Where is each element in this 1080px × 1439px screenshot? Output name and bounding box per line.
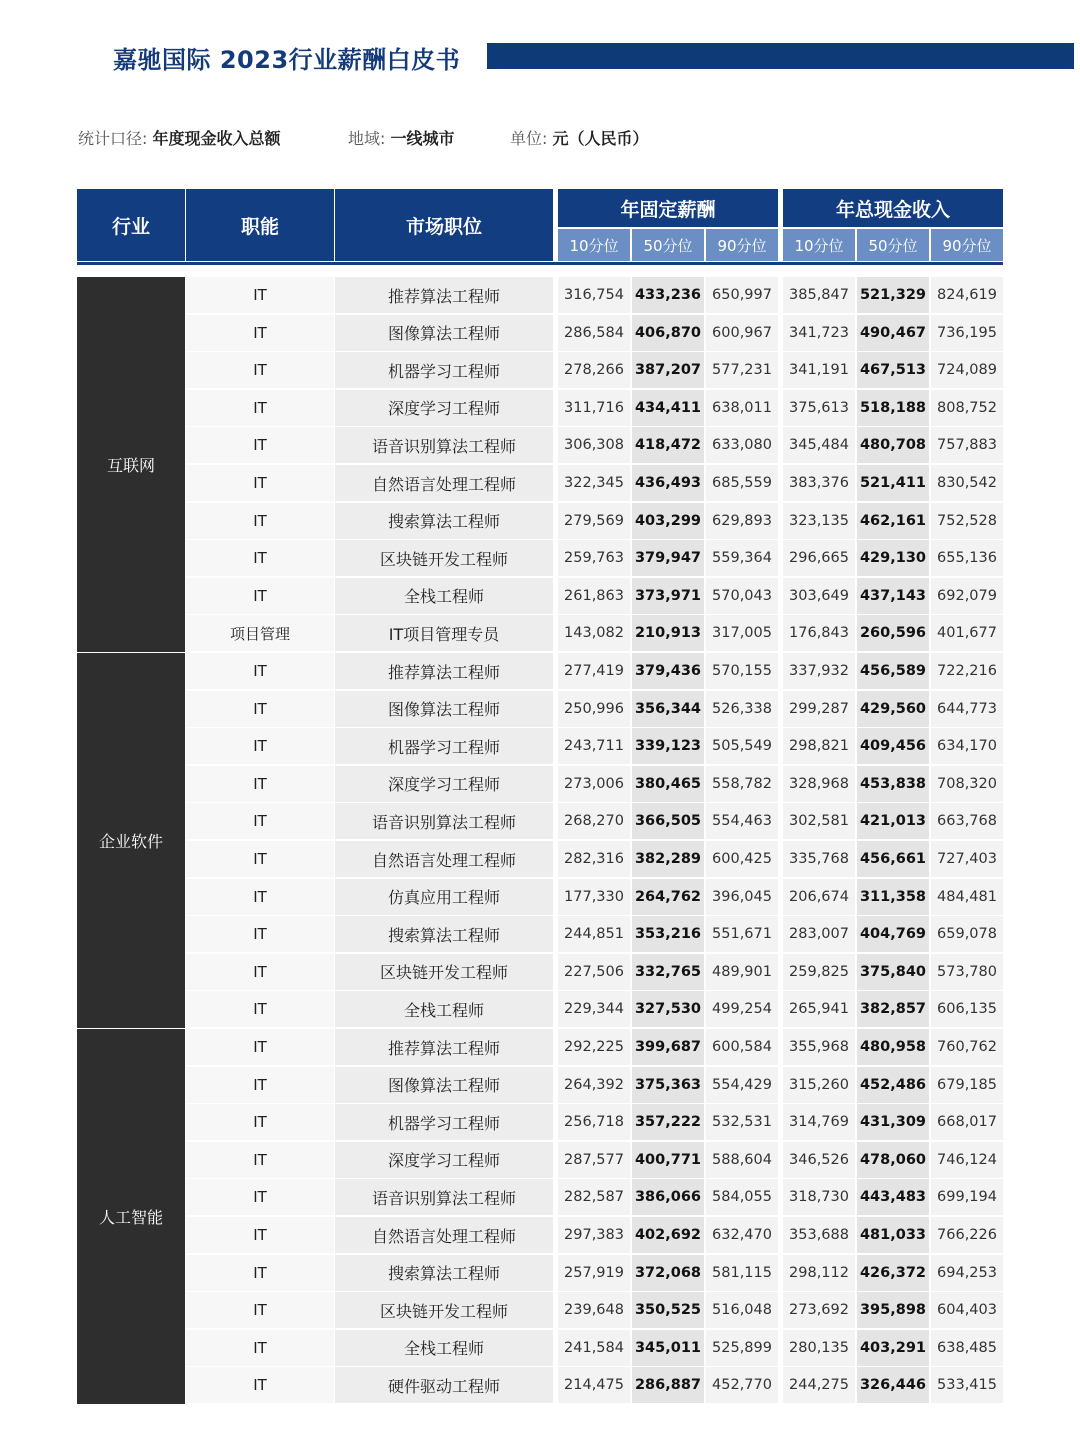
fixed-p50-cell: 400,771 (632, 1142, 704, 1178)
industry-block (77, 1029, 185, 1404)
table-row (186, 352, 1003, 390)
header-position: 市场职位 (335, 189, 553, 261)
function-cell: IT (186, 691, 334, 727)
meta-unit-label: 单位: (510, 129, 548, 148)
position-cell: 区块链开发工程师 (335, 1292, 553, 1328)
function-cell: IT (186, 540, 334, 576)
fixed-p10-cell: 316,754 (558, 277, 630, 313)
total-p90-cell: 724,089 (931, 352, 1003, 388)
function-cell: IT (186, 1142, 334, 1178)
position-cell: 图像算法工程师 (335, 1067, 553, 1103)
function-cell: IT (186, 1067, 334, 1103)
table-row (186, 1330, 1003, 1368)
header-fixed-salary: 年固定薪酬 (558, 189, 778, 227)
fixed-p10-cell: 241,584 (558, 1330, 630, 1366)
total-p10-cell: 314,769 (783, 1104, 855, 1140)
function-cell: IT (186, 766, 334, 802)
total-p10-cell: 265,941 (783, 991, 855, 1027)
industry-block (77, 653, 185, 1028)
meta-region (348, 126, 455, 149)
fixed-p50-cell: 350,525 (632, 1292, 704, 1328)
total-p50-cell: 521,411 (857, 465, 929, 501)
fixed-p50-cell: 366,505 (632, 803, 704, 839)
fixed-p10-cell: 177,330 (558, 879, 630, 915)
fixed-p90-cell: 600,584 (706, 1029, 778, 1065)
total-p10-cell: 302,581 (783, 803, 855, 839)
subheader-fixed-p10: 10分位 (558, 229, 630, 261)
total-p90-cell: 757,883 (931, 427, 1003, 463)
fixed-p50-cell: 286,887 (632, 1367, 704, 1403)
total-p50-cell: 481,033 (857, 1217, 929, 1253)
fixed-p90-cell: 584,055 (706, 1179, 778, 1215)
fixed-p10-cell: 239,648 (558, 1292, 630, 1328)
fixed-p90-cell: 650,997 (706, 277, 778, 313)
fixed-p90-cell: 633,080 (706, 427, 778, 463)
fixed-p50-cell: 339,123 (632, 728, 704, 764)
function-cell: IT (186, 954, 334, 990)
total-p10-cell: 355,968 (783, 1029, 855, 1065)
table-row (186, 1067, 1003, 1105)
function-cell: IT (186, 1330, 334, 1366)
table-row (186, 916, 1003, 954)
table-row (186, 540, 1003, 578)
total-p50-cell: 395,898 (857, 1292, 929, 1328)
fixed-p10-cell: 286,584 (558, 315, 630, 351)
fixed-p10-cell: 282,316 (558, 841, 630, 877)
function-cell: IT (186, 653, 334, 689)
total-p50-cell: 382,857 (857, 991, 929, 1027)
total-p90-cell: 708,320 (931, 766, 1003, 802)
meta-region-label: 地域: (348, 129, 386, 148)
table-row (186, 1367, 1003, 1405)
page-title: 嘉驰国际 2023行业薪酬白皮书 (113, 46, 461, 74)
position-cell: 推荐算法工程师 (335, 1029, 553, 1065)
fixed-p50-cell: 210,913 (632, 615, 704, 651)
fixed-p90-cell: 570,043 (706, 578, 778, 614)
total-p10-cell: 315,260 (783, 1067, 855, 1103)
fixed-p90-cell: 396,045 (706, 879, 778, 915)
fixed-p50-cell: 380,465 (632, 766, 704, 802)
fixed-p50-cell: 375,363 (632, 1067, 704, 1103)
total-p10-cell: 345,484 (783, 427, 855, 463)
position-cell: 搜索算法工程师 (335, 1255, 553, 1291)
title-bar-decoration (487, 43, 1074, 69)
fixed-p90-cell: 551,671 (706, 916, 778, 952)
total-p50-cell: 409,456 (857, 728, 929, 764)
position-cell: 自然语言处理工程师 (335, 1217, 553, 1253)
fixed-p50-cell: 379,947 (632, 540, 704, 576)
total-p10-cell: 298,112 (783, 1255, 855, 1291)
fixed-p50-cell: 327,530 (632, 991, 704, 1027)
table-row (186, 691, 1003, 729)
function-cell: IT (186, 1179, 334, 1215)
fixed-p10-cell: 250,996 (558, 691, 630, 727)
total-p90-cell: 824,619 (931, 277, 1003, 313)
total-p90-cell: 808,752 (931, 390, 1003, 426)
table-row (186, 503, 1003, 541)
fixed-p90-cell: 685,559 (706, 465, 778, 501)
total-p90-cell: 606,135 (931, 991, 1003, 1027)
total-p90-cell: 634,170 (931, 728, 1003, 764)
total-p10-cell: 283,007 (783, 916, 855, 952)
function-cell: IT (186, 1255, 334, 1291)
fixed-p90-cell: 600,967 (706, 315, 778, 351)
header-underline (77, 262, 1003, 265)
table-row (186, 803, 1003, 841)
table-row (186, 578, 1003, 616)
total-p90-cell: 659,078 (931, 916, 1003, 952)
position-cell: 机器学习工程师 (335, 1104, 553, 1140)
subheader-fixed-p50: 50分位 (632, 229, 704, 261)
total-p10-cell: 244,275 (783, 1367, 855, 1403)
table-row (186, 841, 1003, 879)
table-row (186, 315, 1003, 353)
meta-region-value: 一线城市 (390, 129, 455, 148)
fixed-p90-cell: 452,770 (706, 1367, 778, 1403)
fixed-p90-cell: 638,011 (706, 390, 778, 426)
function-cell: IT (186, 390, 334, 426)
total-p10-cell: 303,649 (783, 578, 855, 614)
function-cell: IT (186, 803, 334, 839)
total-p10-cell: 385,847 (783, 277, 855, 313)
table-row (186, 1029, 1003, 1067)
fixed-p10-cell: 244,851 (558, 916, 630, 952)
position-cell: 语音识别算法工程师 (335, 1179, 553, 1215)
fixed-p10-cell: 306,308 (558, 427, 630, 463)
total-p90-cell: 663,768 (931, 803, 1003, 839)
fixed-p10-cell: 322,345 (558, 465, 630, 501)
position-cell: 区块链开发工程师 (335, 954, 553, 990)
function-cell: IT (186, 427, 334, 463)
fixed-p90-cell: 526,338 (706, 691, 778, 727)
position-cell: 自然语言处理工程师 (335, 465, 553, 501)
total-p90-cell: 722,216 (931, 653, 1003, 689)
total-p50-cell: 421,013 (857, 803, 929, 839)
position-cell: 硬件驱动工程师 (335, 1367, 553, 1403)
meta-unit (510, 126, 649, 149)
total-p90-cell: 655,136 (931, 540, 1003, 576)
total-p50-cell: 467,513 (857, 352, 929, 388)
total-p10-cell: 296,665 (783, 540, 855, 576)
fixed-p10-cell: 229,344 (558, 991, 630, 1027)
position-cell: 搜索算法工程师 (335, 916, 553, 952)
subheader-total-p90: 90分位 (931, 229, 1003, 261)
fixed-p50-cell: 418,472 (632, 427, 704, 463)
total-p10-cell: 273,692 (783, 1292, 855, 1328)
fixed-p10-cell: 243,711 (558, 728, 630, 764)
total-p10-cell: 346,526 (783, 1142, 855, 1178)
position-cell: 机器学习工程师 (335, 728, 553, 764)
fixed-p90-cell: 629,893 (706, 503, 778, 539)
fixed-p10-cell: 292,225 (558, 1029, 630, 1065)
table-row (186, 615, 1003, 653)
total-p50-cell: 311,358 (857, 879, 929, 915)
fixed-p50-cell: 356,344 (632, 691, 704, 727)
total-p90-cell: 694,253 (931, 1255, 1003, 1291)
position-cell: 全栈工程师 (335, 1330, 553, 1366)
fixed-p90-cell: 525,899 (706, 1330, 778, 1366)
total-p90-cell: 766,226 (931, 1217, 1003, 1253)
header-total-cash: 年总现金收入 (783, 189, 1003, 227)
total-p10-cell: 335,768 (783, 841, 855, 877)
meta-scope (78, 126, 281, 149)
fixed-p90-cell: 554,429 (706, 1067, 778, 1103)
table-row (186, 879, 1003, 917)
fixed-p10-cell: 282,587 (558, 1179, 630, 1215)
table-row (186, 1104, 1003, 1142)
total-p50-cell: 456,589 (857, 653, 929, 689)
fixed-p50-cell: 345,011 (632, 1330, 704, 1366)
function-cell: IT (186, 728, 334, 764)
fixed-p10-cell: 268,270 (558, 803, 630, 839)
total-p10-cell: 337,932 (783, 653, 855, 689)
table-row (186, 465, 1003, 503)
table-row (186, 653, 1003, 691)
total-p10-cell: 375,613 (783, 390, 855, 426)
function-cell: IT (186, 1104, 334, 1140)
fixed-p10-cell: 277,419 (558, 653, 630, 689)
total-p50-cell: 480,958 (857, 1029, 929, 1065)
fixed-p10-cell: 297,383 (558, 1217, 630, 1253)
total-p90-cell: 668,017 (931, 1104, 1003, 1140)
fixed-p50-cell: 436,493 (632, 465, 704, 501)
function-cell: IT (186, 1217, 334, 1253)
fixed-p50-cell: 372,068 (632, 1255, 704, 1291)
total-p10-cell: 353,688 (783, 1217, 855, 1253)
total-p50-cell: 443,483 (857, 1179, 929, 1215)
industry-label: 互联网 (106, 455, 155, 475)
function-cell: IT (186, 916, 334, 952)
table-row (186, 1255, 1003, 1293)
fixed-p50-cell: 406,870 (632, 315, 704, 351)
fixed-p10-cell: 259,763 (558, 540, 630, 576)
table-row (186, 1142, 1003, 1180)
total-p10-cell: 323,135 (783, 503, 855, 539)
total-p90-cell: 746,124 (931, 1142, 1003, 1178)
fixed-p50-cell: 402,692 (632, 1217, 704, 1253)
position-cell: IT项目管理专员 (335, 615, 553, 651)
header-function: 职能 (186, 189, 334, 261)
total-p90-cell: 692,079 (931, 578, 1003, 614)
meta-scope-value: 年度现金收入总额 (152, 129, 281, 148)
position-cell: 图像算法工程师 (335, 691, 553, 727)
table-row (186, 991, 1003, 1029)
fixed-p10-cell: 143,082 (558, 615, 630, 651)
fixed-p90-cell: 505,549 (706, 728, 778, 764)
fixed-p90-cell: 632,470 (706, 1217, 778, 1253)
total-p90-cell: 604,403 (931, 1292, 1003, 1328)
total-p10-cell: 298,821 (783, 728, 855, 764)
fixed-p50-cell: 353,216 (632, 916, 704, 952)
total-p50-cell: 462,161 (857, 503, 929, 539)
fixed-p50-cell: 373,971 (632, 578, 704, 614)
table-row (186, 1217, 1003, 1255)
function-cell: IT (186, 1029, 334, 1065)
position-cell: 全栈工程师 (335, 991, 553, 1027)
function-cell: IT (186, 315, 334, 351)
position-cell: 自然语言处理工程师 (335, 841, 553, 877)
fixed-p10-cell: 287,577 (558, 1142, 630, 1178)
fixed-p90-cell: 577,231 (706, 352, 778, 388)
total-p10-cell: 206,674 (783, 879, 855, 915)
position-cell: 机器学习工程师 (335, 352, 553, 388)
fixed-p50-cell: 379,436 (632, 653, 704, 689)
total-p90-cell: 699,194 (931, 1179, 1003, 1215)
table-row (186, 766, 1003, 804)
total-p50-cell: 431,309 (857, 1104, 929, 1140)
fixed-p50-cell: 332,765 (632, 954, 704, 990)
fixed-p90-cell: 516,048 (706, 1292, 778, 1328)
total-p10-cell: 299,287 (783, 691, 855, 727)
fixed-p50-cell: 386,066 (632, 1179, 704, 1215)
total-p10-cell: 280,135 (783, 1330, 855, 1366)
fixed-p50-cell: 382,289 (632, 841, 704, 877)
table-row (186, 277, 1003, 315)
table-row (186, 1179, 1003, 1217)
fixed-p10-cell: 273,006 (558, 766, 630, 802)
fixed-p50-cell: 399,687 (632, 1029, 704, 1065)
function-cell: IT (186, 352, 334, 388)
total-p90-cell: 401,677 (931, 615, 1003, 651)
total-p50-cell: 326,446 (857, 1367, 929, 1403)
subheader-total-p50: 50分位 (857, 229, 929, 261)
total-p50-cell: 375,840 (857, 954, 929, 990)
total-p90-cell: 533,415 (931, 1367, 1003, 1403)
fixed-p90-cell: 600,425 (706, 841, 778, 877)
table-row (186, 728, 1003, 766)
function-cell: IT (186, 1367, 334, 1403)
fixed-p50-cell: 434,411 (632, 390, 704, 426)
total-p90-cell: 736,195 (931, 315, 1003, 351)
total-p10-cell: 383,376 (783, 465, 855, 501)
fixed-p90-cell: 554,463 (706, 803, 778, 839)
function-cell: IT (186, 578, 334, 614)
total-p90-cell: 644,773 (931, 691, 1003, 727)
fixed-p10-cell: 227,506 (558, 954, 630, 990)
industry-label: 企业软件 (98, 831, 163, 851)
table-row (186, 954, 1003, 992)
function-cell: IT (186, 1292, 334, 1328)
table-row (186, 427, 1003, 465)
position-cell: 区块链开发工程师 (335, 540, 553, 576)
total-p50-cell: 429,130 (857, 540, 929, 576)
table-row (186, 1292, 1003, 1330)
total-p90-cell: 679,185 (931, 1067, 1003, 1103)
total-p90-cell: 752,528 (931, 503, 1003, 539)
total-p50-cell: 260,596 (857, 615, 929, 651)
total-p10-cell: 259,825 (783, 954, 855, 990)
fixed-p10-cell: 214,475 (558, 1367, 630, 1403)
fixed-p90-cell: 499,254 (706, 991, 778, 1027)
total-p50-cell: 426,372 (857, 1255, 929, 1291)
total-p50-cell: 437,143 (857, 578, 929, 614)
total-p90-cell: 573,780 (931, 954, 1003, 990)
total-p90-cell: 638,485 (931, 1330, 1003, 1366)
total-p50-cell: 521,329 (857, 277, 929, 313)
total-p50-cell: 518,188 (857, 390, 929, 426)
position-cell: 仿真应用工程师 (335, 879, 553, 915)
fixed-p90-cell: 559,364 (706, 540, 778, 576)
position-cell: 深度学习工程师 (335, 1142, 553, 1178)
fixed-p10-cell: 257,919 (558, 1255, 630, 1291)
total-p10-cell: 341,723 (783, 315, 855, 351)
fixed-p50-cell: 403,299 (632, 503, 704, 539)
fixed-p10-cell: 279,569 (558, 503, 630, 539)
function-cell: IT (186, 465, 334, 501)
fixed-p10-cell: 278,266 (558, 352, 630, 388)
total-p50-cell: 403,291 (857, 1330, 929, 1366)
position-cell: 搜索算法工程师 (335, 503, 553, 539)
position-cell: 语音识别算法工程师 (335, 427, 553, 463)
total-p90-cell: 727,403 (931, 841, 1003, 877)
fixed-p10-cell: 311,716 (558, 390, 630, 426)
fixed-p50-cell: 357,222 (632, 1104, 704, 1140)
position-cell: 深度学习工程师 (335, 390, 553, 426)
position-cell: 全栈工程师 (335, 578, 553, 614)
function-cell: IT (186, 841, 334, 877)
fixed-p10-cell: 261,863 (558, 578, 630, 614)
fixed-p50-cell: 264,762 (632, 879, 704, 915)
total-p50-cell: 404,769 (857, 916, 929, 952)
subheader-total-p10: 10分位 (783, 229, 855, 261)
function-cell: IT (186, 879, 334, 915)
function-cell: IT (186, 277, 334, 313)
industry-label: 人工智能 (98, 1207, 163, 1227)
function-cell: IT (186, 991, 334, 1027)
total-p50-cell: 478,060 (857, 1142, 929, 1178)
fixed-p90-cell: 581,115 (706, 1255, 778, 1291)
total-p10-cell: 318,730 (783, 1179, 855, 1215)
total-p90-cell: 830,542 (931, 465, 1003, 501)
meta-unit-value: 元（人民币） (552, 129, 649, 148)
total-p10-cell: 328,968 (783, 766, 855, 802)
fixed-p90-cell: 588,604 (706, 1142, 778, 1178)
function-cell: 项目管理 (186, 615, 334, 651)
fixed-p50-cell: 433,236 (632, 277, 704, 313)
header-industry: 行业 (77, 189, 185, 261)
fixed-p90-cell: 317,005 (706, 615, 778, 651)
position-cell: 深度学习工程师 (335, 766, 553, 802)
total-p50-cell: 456,661 (857, 841, 929, 877)
total-p50-cell: 453,838 (857, 766, 929, 802)
total-p50-cell: 490,467 (857, 315, 929, 351)
total-p90-cell: 484,481 (931, 879, 1003, 915)
position-cell: 推荐算法工程师 (335, 277, 553, 313)
fixed-p90-cell: 570,155 (706, 653, 778, 689)
total-p50-cell: 429,560 (857, 691, 929, 727)
fixed-p90-cell: 558,782 (706, 766, 778, 802)
industry-block (77, 277, 185, 652)
position-cell: 语音识别算法工程师 (335, 803, 553, 839)
meta-scope-label: 统计口径: (78, 129, 148, 148)
fixed-p10-cell: 256,718 (558, 1104, 630, 1140)
table-row (186, 390, 1003, 428)
position-cell: 推荐算法工程师 (335, 653, 553, 689)
total-p10-cell: 341,191 (783, 352, 855, 388)
fixed-p50-cell: 387,207 (632, 352, 704, 388)
fixed-p10-cell: 264,392 (558, 1067, 630, 1103)
function-cell: IT (186, 503, 334, 539)
position-cell: 图像算法工程师 (335, 315, 553, 351)
fixed-p90-cell: 489,901 (706, 954, 778, 990)
subheader-fixed-p90: 90分位 (706, 229, 778, 261)
total-p90-cell: 760,762 (931, 1029, 1003, 1065)
total-p50-cell: 480,708 (857, 427, 929, 463)
total-p50-cell: 452,486 (857, 1067, 929, 1103)
total-p10-cell: 176,843 (783, 615, 855, 651)
fixed-p90-cell: 532,531 (706, 1104, 778, 1140)
